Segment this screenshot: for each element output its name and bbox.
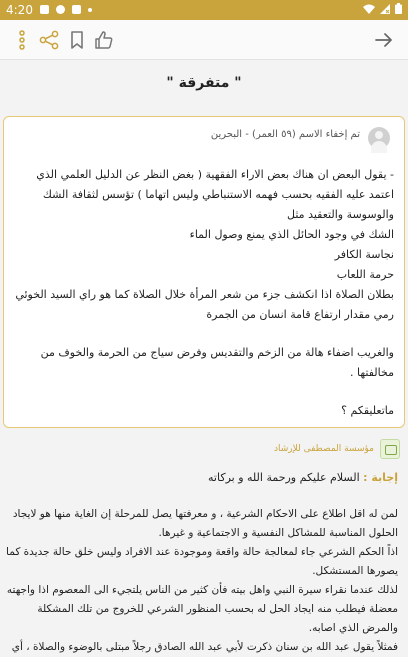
wifi-icon xyxy=(363,4,375,14)
answer-source xyxy=(274,437,400,461)
question-line: رمي مقدار ارتفاع قامة انسان من الجمرة xyxy=(206,308,394,321)
answer-label: إجابة : xyxy=(363,471,398,484)
thumb-up-icon xyxy=(93,29,115,51)
answer-line: لذلك عندما نقراء سيرة النبي واهل بيته فأن كثير من الناس يلتجيء الى المعصوم اذا واجهته معضلة فيطلب منه ايجاد الحل له بحسب المنظور الشرعي للخروج من تلك المشكلة والمرض الذي اصابه. xyxy=(6,584,398,634)
question-line: - يقول البعض ان هناك بعض الاراء الفقهية ( بغض النظر عن الدليل العلمي الذي اعتمد عليه الفقيه بحسب فهمه الاستنباطي وليس اتهاما ) تؤسس لثقافة الشك والوسوسة والتعقيد مثل xyxy=(36,168,394,221)
org-name: مؤسسة المصطفى للإرشاد xyxy=(273,444,374,454)
question-line: والغريب اضفاء هالة من الزخم والتقديس وفرض سياج من الحرمة والخوف من مخالفتها . xyxy=(40,346,394,379)
notification-icon xyxy=(56,5,65,14)
content xyxy=(0,61,408,653)
answer-line: لمن له اقل اطلاع على الاحكام الشرعية ، و معرفتها يصل للمرحلة إن الغاية منها هو لايجاد الحلول المناسبة للمشاكل النفسية و الاجتماعية و غيرها. xyxy=(12,508,398,539)
answer-line: فمثلاً يقول عبد الله بن سنان ذكرت لأبي عبد الله الصادق رجلاً مبتلى بالوضوء والصلاة ، أي xyxy=(11,641,398,653)
status-time: 4:20 xyxy=(6,3,33,17)
like-button[interactable] xyxy=(93,29,115,51)
answer-greeting-line xyxy=(208,469,398,487)
notification-icon xyxy=(40,5,49,14)
question-author: تم إخفاء الاسم (٥٩ العمر) - البحرين xyxy=(210,129,360,140)
page-title: " متفرقة " xyxy=(166,75,242,91)
more-button[interactable] xyxy=(11,29,33,51)
avatar xyxy=(368,127,390,149)
battery-icon xyxy=(395,3,402,14)
question-line: ماتعليقكم ؟ xyxy=(341,404,394,417)
question-card xyxy=(3,116,405,428)
status-icons xyxy=(363,3,402,14)
answer-text xyxy=(6,505,398,657)
org-logo-icon xyxy=(380,439,400,459)
share-button[interactable] xyxy=(38,29,60,51)
dot-icon xyxy=(88,8,92,12)
toolbar xyxy=(0,20,408,60)
more-vert-icon xyxy=(11,29,33,51)
notification-icon xyxy=(72,5,81,14)
question-line: بطلان الصلاة اذا انكشف جزء من شعر المرأة خلال الصلاة كما هو راي السيد الخوئي xyxy=(15,288,394,301)
question-line: حرمة اللعاب xyxy=(336,268,394,281)
question-text xyxy=(8,165,394,421)
bookmark-button[interactable] xyxy=(66,29,88,51)
answer-greeting: السلام عليكم ورحمة الله و بركاته xyxy=(208,471,360,484)
signal-icon xyxy=(380,4,390,14)
share-icon xyxy=(38,29,60,51)
back-button[interactable] xyxy=(373,29,395,51)
arrow-right-icon xyxy=(373,29,395,51)
status-bar xyxy=(0,0,408,20)
answer-line: اذاً الحكم الشرعي جاء لمعالجة حالة واقعة وموجودة عند الافراد وليس خلق حالة جديدة كما يصورها المستشكل. xyxy=(6,546,398,577)
question-line: الشك في وجود الحائل الذي يمنع وصول الماء xyxy=(189,228,394,241)
question-line: نجاسة الكافر xyxy=(334,248,394,261)
bookmark-icon xyxy=(66,29,88,51)
